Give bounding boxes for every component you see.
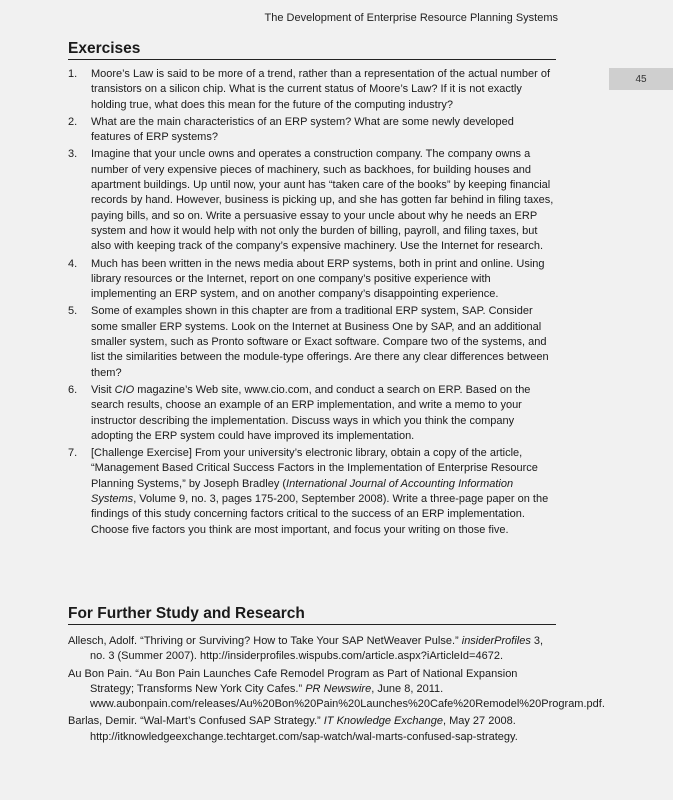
exercise-number: 5. bbox=[68, 305, 78, 318]
exercise-item bbox=[68, 446, 556, 538]
text-segment: Imagine that your uncle owns and operates a construction company. The company owns a number of very expensive pieces of machinery, such as backhoes, for building houses and apartment buildings. Up until now, your aunt has “taken care of the books” by keeping financial records by hand. However, business is picking up, and she has gotten far behind in filing taxes, paying bills, and so on. Write a persuasive essay to your uncle about why he needs an ERP system and how it would help with not only the burden of billing, payroll, and filing taxes, but also with keeping track of the company’s expensive machinery. Use the Internet for research. bbox=[91, 148, 554, 253]
text-segment: Barlas, Demir. “Wal-Mart’s Confused SAP Strategy.” bbox=[68, 715, 324, 728]
text-segment: Much has been written in the news media about ERP systems, both in print and online. Using library resources or the Internet, report on one company’s positive experience with implementing an ERP system, and on another company’s disappointing experience. bbox=[91, 257, 545, 301]
exercise-text bbox=[91, 147, 556, 254]
exercise-text bbox=[91, 446, 556, 538]
exercises-heading: Exercises bbox=[68, 40, 556, 60]
text-segment: , May 27 2008. http://itknowledgeexchange.techtarget.com/sap-watch/wal-marts-confused-sap-strategy. bbox=[90, 715, 518, 743]
reference-entry bbox=[68, 667, 605, 713]
text-segment: Moore’s Law is said to be more of a trend, rather than a representation of the actual number of transistors on a silicon chip. What is the current status of Moore’s Law? If it is not exactly holding true, what does this mean for the future of the computing industry? bbox=[91, 68, 551, 111]
exercise-text bbox=[91, 383, 556, 444]
text-segment: Au Bon Pain. “Au Bon Pain Launches Cafe Remodel Program as Part of National Expansion Strategy; Transforms New York City Cafes.” bbox=[68, 667, 518, 695]
reference-entry bbox=[68, 714, 556, 745]
further-study-heading: For Further Study and Research bbox=[68, 605, 556, 625]
exercise-item bbox=[68, 67, 556, 113]
page-number-tab: 45 bbox=[609, 68, 673, 90]
italic-text: IT Knowledge Exchange bbox=[323, 715, 443, 728]
further-study-section bbox=[68, 605, 605, 747]
italic-text: International Journal of Accounting Information Systems bbox=[91, 477, 514, 506]
reference-list bbox=[68, 634, 605, 745]
exercises-section bbox=[68, 40, 556, 540]
text-segment: magazine’s Web site, www.cio.com, and conduct a search on ERP. Based on the search results, choose an example of an ERP implementation, and write a memo to your instructor describing the implementation. Discuss ways in which you think the company adopting the ERP system could have improved its implementation. bbox=[91, 383, 531, 442]
exercise-item bbox=[68, 304, 556, 380]
exercise-item bbox=[68, 147, 556, 254]
italic-text: PR Newswire bbox=[305, 682, 372, 695]
exercise-list bbox=[68, 67, 556, 538]
running-head-title: The Development of Enterprise Resource Planning Systems bbox=[264, 12, 558, 24]
text-segment: , Volume 9, no. 3, pages 175-200, September 2008). Write a three-page paper on the findings of this study concerning factors critical to the success of an ERP implementation. Choose five factors you think are most important, and focus your writing on those five. bbox=[91, 493, 549, 536]
exercise-number: 1. bbox=[68, 68, 78, 80]
exercise-item bbox=[68, 115, 556, 146]
exercise-text bbox=[91, 304, 556, 380]
exercise-text bbox=[91, 115, 556, 146]
text-segment: Allesch, Adolf. “Thriving or Surviving? How to Take Your SAP NetWeaver Pulse.” bbox=[68, 635, 462, 647]
exercise-number: 2. bbox=[68, 115, 78, 128]
exercise-number: 7. bbox=[68, 447, 78, 460]
exercise-item bbox=[68, 383, 556, 444]
exercise-item bbox=[68, 257, 556, 303]
text-segment: What are the main characteristics of an ERP system? What are some newly developed features of ERP systems? bbox=[91, 115, 514, 144]
exercise-number: 6. bbox=[68, 383, 78, 396]
text-segment: 3, no. 3 (Summer 2007). http://insiderprofiles.wispubs.com/article.aspx?iArticleId=4672. bbox=[90, 635, 544, 663]
exercise-text bbox=[91, 67, 556, 113]
italic-text: insiderProfiles bbox=[461, 635, 531, 647]
exercise-text bbox=[91, 257, 556, 303]
exercise-number: 3. bbox=[68, 148, 78, 161]
text-segment: Visit bbox=[91, 383, 115, 396]
text-segment: , June 8, 2011. www.aubonpain.com/releases/Au%20Bon%20Pain%20Launches%20Cafe%20Remodel%20Program.pdf. bbox=[90, 682, 605, 711]
reference-entry bbox=[68, 634, 556, 665]
exercise-number: 4. bbox=[68, 257, 78, 270]
text-segment: [Challenge Exercise] From your university’s electronic library, obtain a copy of the article, “Management Based Critical Success Factors in the Implementation of Enterprise Resource Planning Systems,” by Joseph Bradley ( bbox=[91, 447, 538, 490]
italic-text: CIO bbox=[114, 383, 135, 396]
text-segment: Some of examples shown in this chapter are from a traditional ERP system, SAP. Consider some smaller ERP systems. Look on the Internet at Business One by SAP, and an additional smaller system, such as Pronto software or Exact software. Compare two of the systems, and list the similarities between the module-type offerings. Are there any clear differences between them? bbox=[91, 305, 549, 379]
